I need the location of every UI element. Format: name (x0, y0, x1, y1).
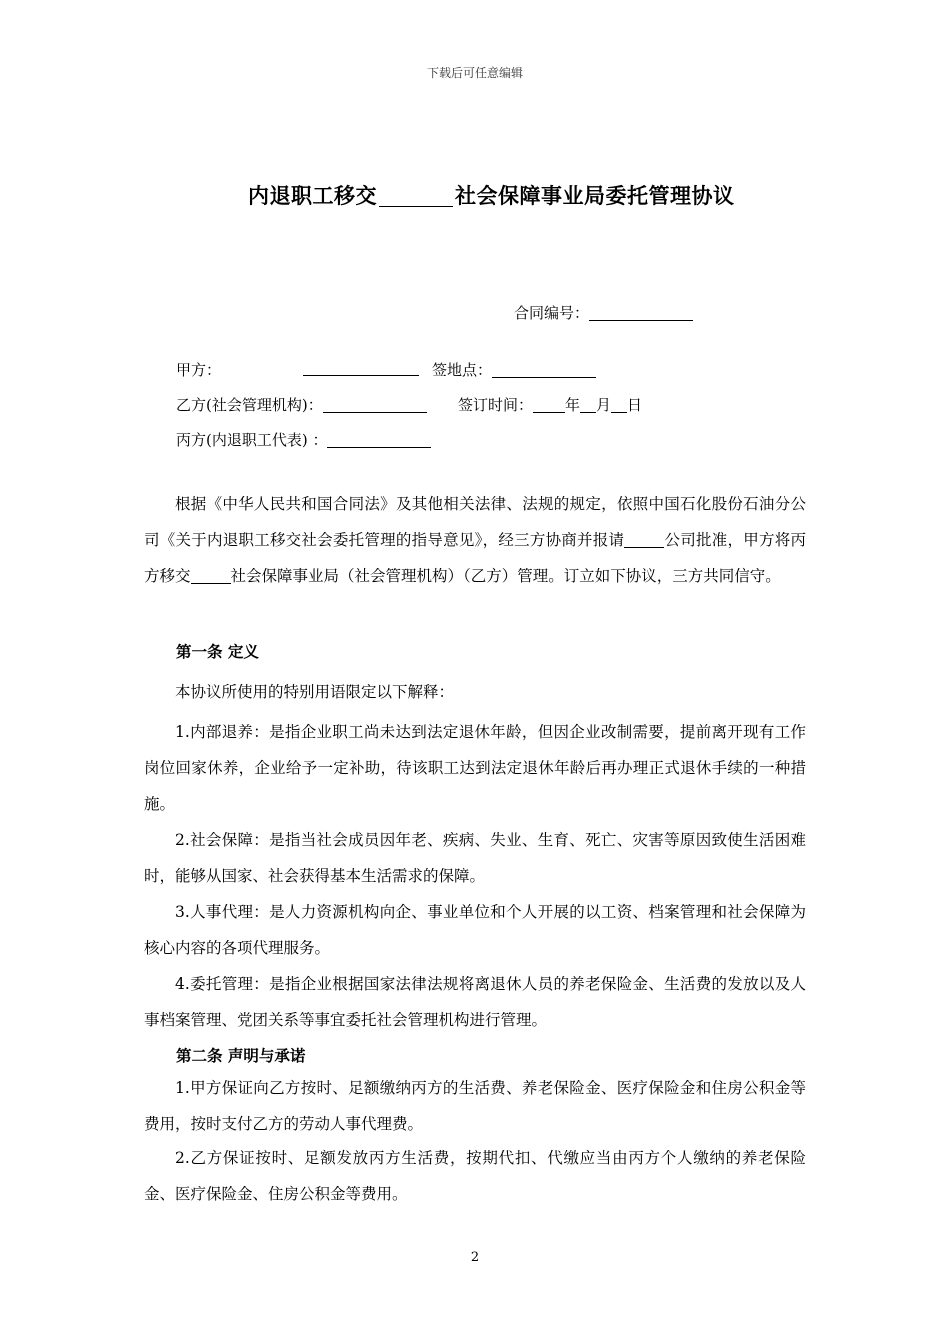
intro-company-blank[interactable] (624, 531, 664, 548)
article-1-item-2: 2.社会保障：是指当社会成员因年老、疾病、失业、生育、死亡、灾害等原因致使生活困难时，能够从国家、社会获得基本生活需求的保障。 (144, 831, 806, 885)
sign-time-label: 签订时间： (458, 396, 534, 414)
header-note: 下载后可任意编辑 (426, 66, 523, 80)
article-1-item-4: 4.委托管理：是指企业根据国家法律法规将离退休人员的养老保险金、生活费的发放以及人事档案管理、党团关系等事宜委托社会管理机构进行管理。 (144, 975, 806, 1029)
year-label: 年 (565, 396, 581, 414)
article-2-item-2: 2.乙方保证按时、足额发放丙方生活费，按期代扣、代缴应当由丙方个人缴纳的养老保险金、医疗保险金、住房公积金等费用。 (144, 1149, 806, 1203)
document-title (248, 180, 735, 210)
party-c-row (176, 429, 431, 450)
party-c-blank[interactable] (327, 432, 431, 448)
year-blank[interactable] (533, 397, 565, 413)
intro-text-2: 公司批准，甲方将丙方移交 (144, 531, 806, 585)
sign-time-row (458, 394, 642, 415)
intro-text-1: 根据《中华人民共和国合同法》及其他相关法律、法规的规定，依照中国石化股份石油分公司《关于内退职工移交社会委托管理的指导意见》，经三方协商并报请 (144, 495, 806, 549)
day-label: 日 (627, 396, 643, 414)
title-blank[interactable] (379, 186, 453, 207)
party-b-blank[interactable] (323, 397, 427, 413)
party-a-label: 甲方： (176, 361, 222, 379)
title-part-1: 内退职工移交 (248, 184, 377, 208)
party-b-row (176, 394, 427, 415)
article-2-item-1: 1.甲方保证向乙方按时、足额缴纳丙方的生活费、养老保险金、医疗保险金和住房公积金等费用，按时支付乙方的劳动人事代理费。 (144, 1079, 806, 1133)
party-a-blank[interactable] (303, 360, 419, 376)
party-b-label: 乙方(社会管理机构)： (176, 396, 323, 414)
contract-number-blank[interactable] (589, 305, 693, 321)
sign-place-label: 签地点： (432, 361, 493, 379)
article-1-item-3: 3.人事代理：是人力资源机构向企、事业单位和个人开展的以工资、档案管理和社会保障为核心内容的各项代理服务。 (144, 903, 806, 957)
day-blank[interactable] (611, 397, 627, 413)
contract-number-label: 合同编号： (514, 304, 590, 322)
article-2-heading: 第二条 声明与承诺 (176, 1047, 306, 1065)
intro-paragraph (144, 486, 806, 594)
party-c-label: 丙方(内退职工代表) ： (176, 431, 328, 449)
month-blank[interactable] (580, 397, 596, 413)
contract-number-row (514, 302, 693, 323)
month-label: 月 (596, 396, 612, 414)
title-part-2: 社会保障事业局委托管理协议 (455, 184, 735, 208)
sign-place-row (432, 359, 596, 380)
article-1-heading: 第一条 定义 (176, 643, 259, 661)
page-number: 2 (470, 1250, 480, 1265)
intro-bureau-blank[interactable] (191, 567, 231, 584)
sign-place-blank[interactable] (492, 362, 596, 378)
article-1-lead: 本协议所使用的特别用语限定以下解释： (175, 683, 455, 701)
article-1-item-1: 1.内部退养：是指企业职工尚未达到法定退休年龄，但因企业改制需要，提前离开现有工作岗位回家休养，企业给予一定补助，待该职工达到法定退休年龄后再办理正式退休手续的一种措施。 (144, 723, 806, 813)
intro-text-3: 社会保障事业局（社会管理机构）（乙方）管理。订立如下协议，三方共同信守。 (230, 567, 781, 585)
